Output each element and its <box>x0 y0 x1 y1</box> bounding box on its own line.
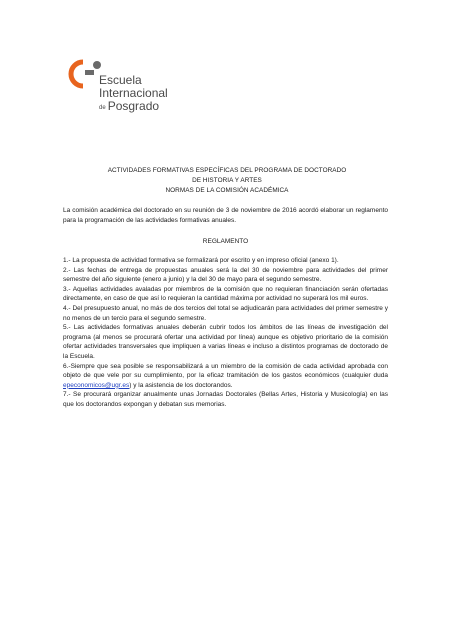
logo-line-2: Internacional <box>99 86 168 100</box>
logo-line-3-main: Posgrado <box>107 99 160 113</box>
regulation-item-7: 7.- Se procurará organizar anualmente unas Jornadas Doctorales (Bellas Artes, Historia y Musicología) en las que los doctorandos expongan y debatan sus memorias. <box>63 391 388 408</box>
heading-line-3: NORMAS DE LA COMISIÓN ACADÉMICA <box>165 187 289 195</box>
regulation-item-1: 1.- La propuesta de actividad formativa se formalizará por escrito y en impreso oficial (anexo 1). <box>63 257 339 264</box>
logo-line-3 <box>99 100 168 115</box>
intro-paragraph: La comisión académica del doctorado en su reunión de 3 de noviembre de 2016 acordó elaborar un reglamento para la programación de las actividades formativas anuales. <box>63 207 388 225</box>
logo-line-3-prefix: de <box>99 105 106 111</box>
regulation-item-4: 4.- Del presupuesto anual, no más de dos tercios del total se adjudicarán para actividades del primer semestre y no menos de un tercio para el segundo semestre. <box>63 304 388 322</box>
item-6-text-after: ) y la asistencia de los doctorandos. <box>129 381 233 389</box>
escuela-posgrado-logo <box>66 56 186 112</box>
item-6-text-before: 6.-Siempre que sea posible se responsabilizará a un miembro de la comisión de cada actividad aprobada con objeto de que vele por su cumplimiento, por la eficaz tramitación de los gastos económicos (cualquier duda <box>63 362 388 380</box>
email-link[interactable]: epeconomicos@ugr.es <box>63 381 130 389</box>
regulation-item-5: 5.- Las actividades formativas anuales deberán cubrir todos los ámbitos de las líneas de investigación del programa (al menos se procurará ofertar una actividad por línea) aunque es objetivo prioritario de la comisión ofertar actividades transversales que impliquen a varias líneas e incluso a distintos programas de doctorado de la Escuela. <box>63 324 388 360</box>
regulation-item-2: 2.- Las fechas de entrega de propuestas anuales será la del 30 de noviembre para actividades del primer semestre del año siguiente (enero a junio) y la del 30 de mayo para el segundo semestre. <box>63 266 388 284</box>
regulation-list <box>63 256 388 410</box>
heading-line-2: DE HISTORIA Y ARTES <box>192 177 262 185</box>
logo-wordmark <box>99 74 168 115</box>
heading-line-1: ACTIVIDADES FORMATIVAS ESPECÍFICAS DEL PROGRAMA DE DOCTORADO <box>107 167 347 174</box>
section-title: REGLAMENTO <box>202 238 249 245</box>
logo-line-1: Escuela <box>99 73 142 87</box>
document-heading <box>66 166 388 197</box>
regulation-item-3: 3.- Aquellas actividades avaladas por miembros de la comisión que no requieran financiación serán ofertadas directamente, en caso de que así lo requieran la cantidad máxima por actividad no superará los mil euros. <box>63 285 388 303</box>
regulation-item-6 <box>63 362 388 391</box>
